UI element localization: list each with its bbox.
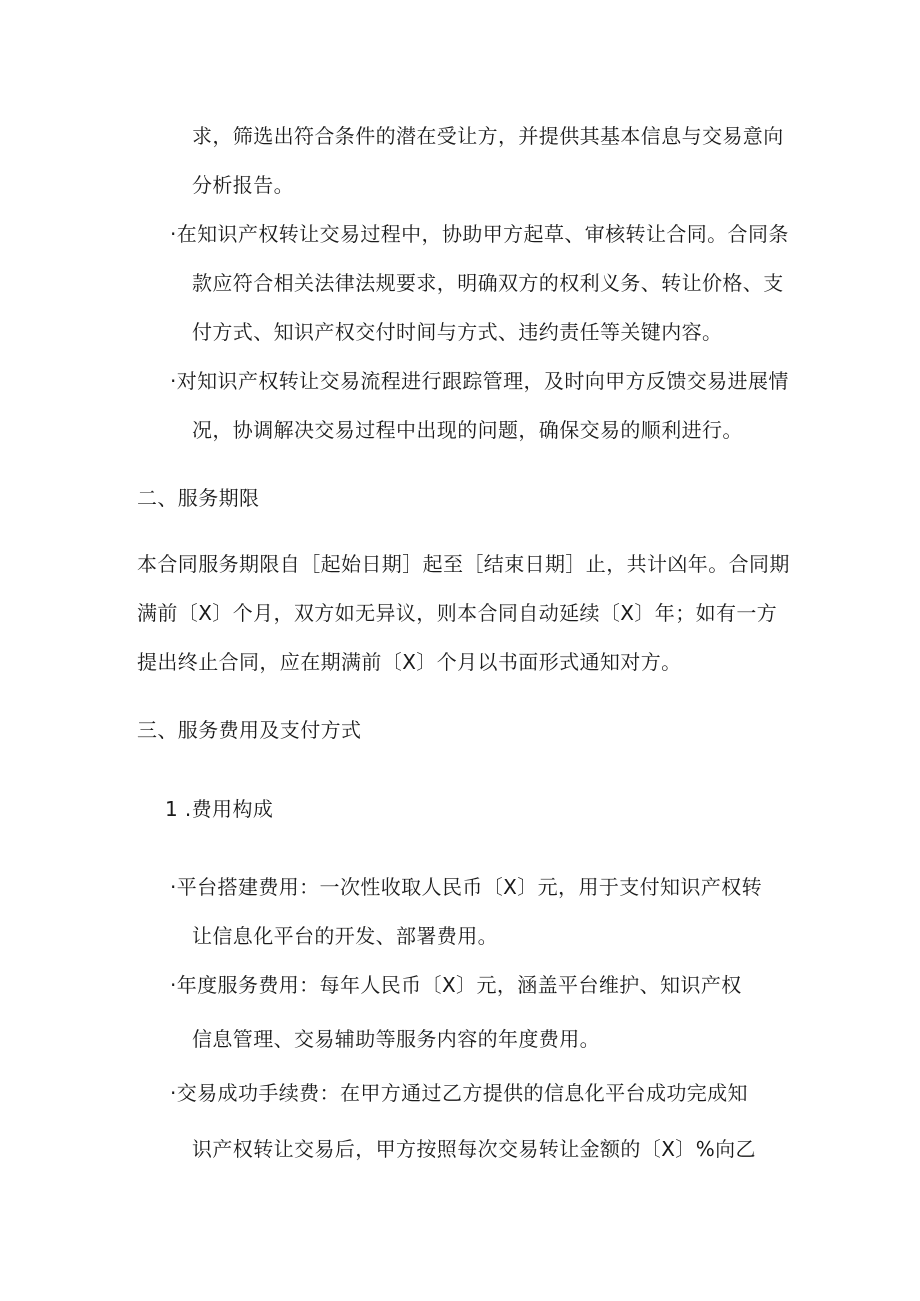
fee-item-3-line-2: 识产权转让交易后，甲方按照每次交易转让金额的〔X〕%向乙 xyxy=(192,1137,756,1161)
fee-item-2-line-2: 信息管理、交易辅助等服务内容的年度费用。 xyxy=(192,1027,600,1051)
fee-item-1-line-1: ·平台搭建费用：一次性收取人民币〔X〕元，用于支付知识产权转 xyxy=(170,875,763,899)
term-paragraph-line-3: 提出终止合同，应在期满前〔X〕个月以书面形式通知对方。 xyxy=(137,650,682,674)
service-item-2-line-1: ·在知识产权转让交易过程中，协助甲方起草、审核转让合同。合同条 xyxy=(170,222,789,246)
fee-structure-subheading: 1 .费用构成 xyxy=(165,797,274,821)
service-item-1-line-1: 求，筛选出符合条件的潜在受让方，并提供其基本信息与交易意向 xyxy=(192,124,784,148)
service-item-2-line-3: 付方式、知识产权交付时间与方式、违约责任等关键内容。 xyxy=(192,320,723,344)
term-paragraph-line-1: 本合同服务期限自［起始日期］起至［结束日期］止，共计凶年。合同期 xyxy=(137,552,790,576)
fee-item-3-line-1: ·交易成功手续费：在甲方通过乙方提供的信息化平台成功完成知 xyxy=(170,1081,748,1105)
service-item-2-line-2: 款应符合相关法律法规要求，明确双方的权利义务、转让价格、支 xyxy=(192,271,784,295)
section-3-heading: 三、服务费用及支付方式 xyxy=(137,718,362,742)
service-item-1-line-2: 分析报告。 xyxy=(192,173,294,197)
service-item-3-line-1: ·对知识产权转让交易流程进行跟踪管理，及时向甲方反馈交易进展情 xyxy=(170,369,789,393)
service-item-3-line-2: 况，协调解决交易过程中出现的问题，确保交易的顺利进行。 xyxy=(192,418,743,442)
fee-item-2-line-1: ·年度服务费用：每年人民币〔X〕元，涵盖平台维护、知识产权 xyxy=(170,973,742,997)
term-paragraph-line-2: 满前〔X〕个月，双方如无异议，则本合同自动延续〔X〕年；如有一方 xyxy=(137,601,778,625)
fee-item-1-line-2: 让信息化平台的开发、部署费用。 xyxy=(192,924,498,948)
section-2-heading: 二、服务期限 xyxy=(137,486,260,510)
